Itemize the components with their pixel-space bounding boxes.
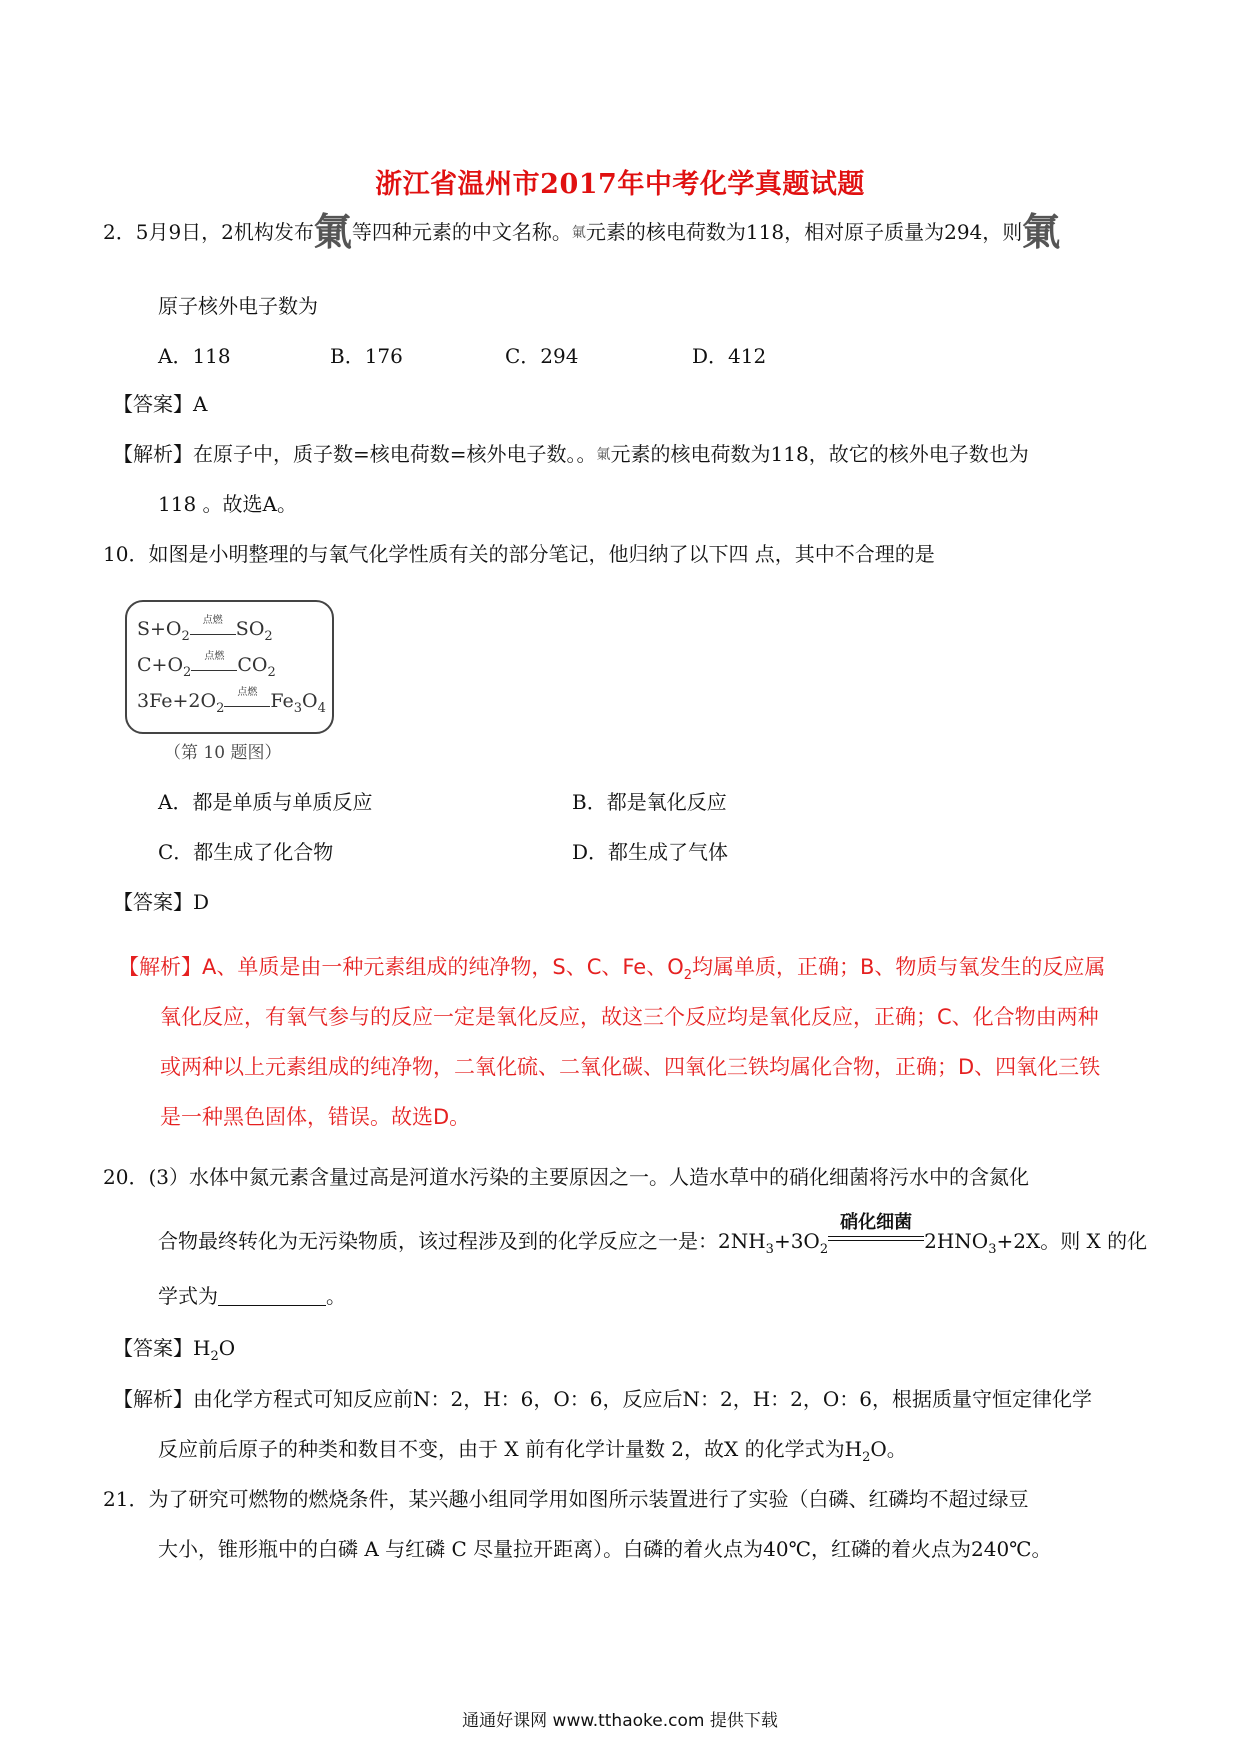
- q2-analysis-text-b: 元素的核电荷数为118，故它的核外电子数也为: [610, 442, 1029, 466]
- q20-sub3: 3: [765, 1242, 774, 1257]
- element-glyph-small-icon: 氭: [596, 447, 611, 463]
- page-footer: 通通好课网 www.tthaoke.com 提供下载: [462, 1711, 778, 1731]
- eq1-right-sub: 2: [264, 628, 273, 644]
- q20-analysis-a: 反应前后原子的种类和数目不变，由于 X 前有化学计量数 2，故X 的化学式为H: [158, 1437, 863, 1461]
- eq3-sub4: 4: [317, 700, 326, 716]
- eq3-sub: 2: [216, 700, 225, 716]
- q10-option-b: B．都是氧化反应: [572, 790, 727, 814]
- q2-text-b: 等四种元素的中文名称。: [351, 220, 572, 244]
- q10-answer: 【答案】D: [113, 890, 210, 914]
- q10-analysis-sub: 2: [683, 968, 693, 984]
- reaction-condition: 点燃: [202, 615, 223, 626]
- figure-equation-1: [137, 615, 273, 644]
- q10-option-d: D．都生成了气体: [572, 840, 729, 864]
- eq3-left: 3Fe+2O: [137, 690, 217, 712]
- q20-sub3b: 3: [988, 1242, 997, 1257]
- q20-analysis-b: O。: [870, 1437, 907, 1461]
- reaction-arrow: [191, 651, 237, 671]
- q2-option-a: A．118: [158, 344, 231, 368]
- q20-line3-b: 。: [326, 1284, 346, 1308]
- q21-line2: 大小，锥形瓶中的白磷 A 与红磷 C 尽量拉开距离）。白磷的着火点为40℃，红磷的着火点为240℃。: [158, 1537, 1052, 1561]
- eq3-sub3: 3: [293, 700, 303, 716]
- q20-analysis-line1: 【解析】由化学方程式可知反应前N：2，H：6，O：6，反应后N：2，H：2，O：6，根据质量守恒定律化学: [113, 1387, 1093, 1411]
- q10-analysis-line4: 是一种黑色固体，错误。故选D。: [160, 1105, 471, 1129]
- reaction-arrow: [224, 687, 270, 707]
- q2-text-a: 2．5月9日，2机构发布: [103, 220, 314, 244]
- q2-analysis-line1: [113, 440, 1029, 469]
- reaction-condition: 点燃: [204, 651, 225, 662]
- q21-line1: 21．为了研究可燃物的燃烧条件，某兴趣小组同学用如图所示装置进行了实验（白磷、红磷均不超过绿豆: [103, 1487, 1029, 1511]
- answer-blank: [218, 1285, 326, 1306]
- eq2-right: CO: [237, 654, 268, 676]
- q10-analysis-text-1a: 【解析】A、单质是由一种元素组成的纯净物，S、C、Fe、O: [118, 955, 684, 979]
- q10-analysis-line3: 或两种以上元素组成的纯净物，二氧化硫、二氧化碳、四氧化三铁均属化合物，正确；D、四氧化三铁: [160, 1055, 1101, 1079]
- eq2-left: C+O: [137, 654, 184, 676]
- q2-answer: 【答案】A: [113, 392, 208, 416]
- reaction-condition: 点燃: [237, 687, 258, 698]
- q10-analysis-text-1b: 均属单质，正确；B、物质与氧发生的反应属: [692, 955, 1106, 979]
- element-glyph-icon: 氭: [1022, 210, 1061, 254]
- q2-analysis-text-a: 【解析】在原子中，质子数=核电荷数=核外电子数。。: [113, 442, 597, 466]
- eq2-sub: 2: [183, 664, 192, 680]
- eq1-sub: 2: [181, 628, 190, 644]
- eq1-left: S+O: [137, 618, 182, 640]
- q20-line2-d: +2X。则 X 的化: [996, 1229, 1148, 1253]
- reaction-condition-label: 硝化细菌: [840, 1212, 913, 1233]
- q10-analysis-line2: 氧化反应，有氧气参与的反应一定是氧化反应，故这三个反应均是氧化反应，正确；C、化合物由两种: [160, 1005, 1099, 1029]
- q20-analysis-sub: 2: [862, 1450, 871, 1465]
- q2-option-c: C．294: [505, 344, 579, 368]
- figure-equation-3: [137, 687, 326, 716]
- q10-option-c: C．都生成了化合物: [158, 840, 334, 864]
- q20-line2-c: 2HNO: [924, 1229, 989, 1253]
- eq3-right2: O: [302, 690, 318, 712]
- q20-answer-a: 【答案】H: [113, 1336, 211, 1360]
- q20-line3: [158, 1282, 346, 1310]
- q2-line1: [103, 210, 1061, 254]
- q10-analysis-line1: [118, 953, 1105, 990]
- eq1-right: SO: [235, 618, 265, 640]
- element-glyph-icon: 氭: [313, 210, 352, 254]
- q2-line2: 原子核外电子数为: [158, 294, 318, 318]
- q10-figure-box: [125, 600, 334, 734]
- q20-answer-sub: 2: [210, 1349, 219, 1364]
- q20-line1: 20．(3）水体中氮元素含量过高是河道水污染的主要原因之一。人造水草中的硝化细菌将污水中的含氮化: [103, 1165, 1029, 1189]
- q20-line2-b: +3O: [773, 1229, 820, 1253]
- figure-caption: （第 10 题图）: [164, 743, 282, 763]
- reaction-arrow: [190, 615, 236, 635]
- q2-option-d: D．412: [692, 344, 767, 368]
- reaction-equals-sign: [828, 1212, 924, 1255]
- figure-equation-2: [137, 651, 276, 680]
- document-title: 浙江省温州市2017年中考化学真题试题: [375, 169, 865, 200]
- q20-sub2: 2: [819, 1242, 829, 1257]
- element-glyph-small-icon: 氭: [571, 225, 586, 241]
- q10-stem: 10．如图是小明整理的与氧气化学性质有关的部分笔记，他归纳了以下四 点，其中不合理的是: [103, 542, 935, 566]
- eq2-right-sub: 2: [267, 664, 276, 680]
- q20-line2: [158, 1212, 1148, 1264]
- q20-answer-b: O: [218, 1336, 236, 1360]
- q20-line2-a: 合物最终转化为无污染物质，该过程涉及到的化学反应之一是：2NH: [158, 1229, 766, 1253]
- q10-option-a: A．都是单质与单质反应: [158, 790, 373, 814]
- q20-line3-a: 学式为: [158, 1284, 218, 1308]
- eq3-right: Fe: [270, 690, 294, 712]
- q20-answer: [113, 1334, 235, 1371]
- q2-option-b: B．176: [330, 344, 403, 368]
- q2-analysis-line2: 118 。故选A。: [158, 492, 297, 516]
- q2-text-c: 元素的核电荷数为118，相对原子质量为294，则: [585, 220, 1023, 244]
- q20-analysis-line2: [158, 1435, 907, 1472]
